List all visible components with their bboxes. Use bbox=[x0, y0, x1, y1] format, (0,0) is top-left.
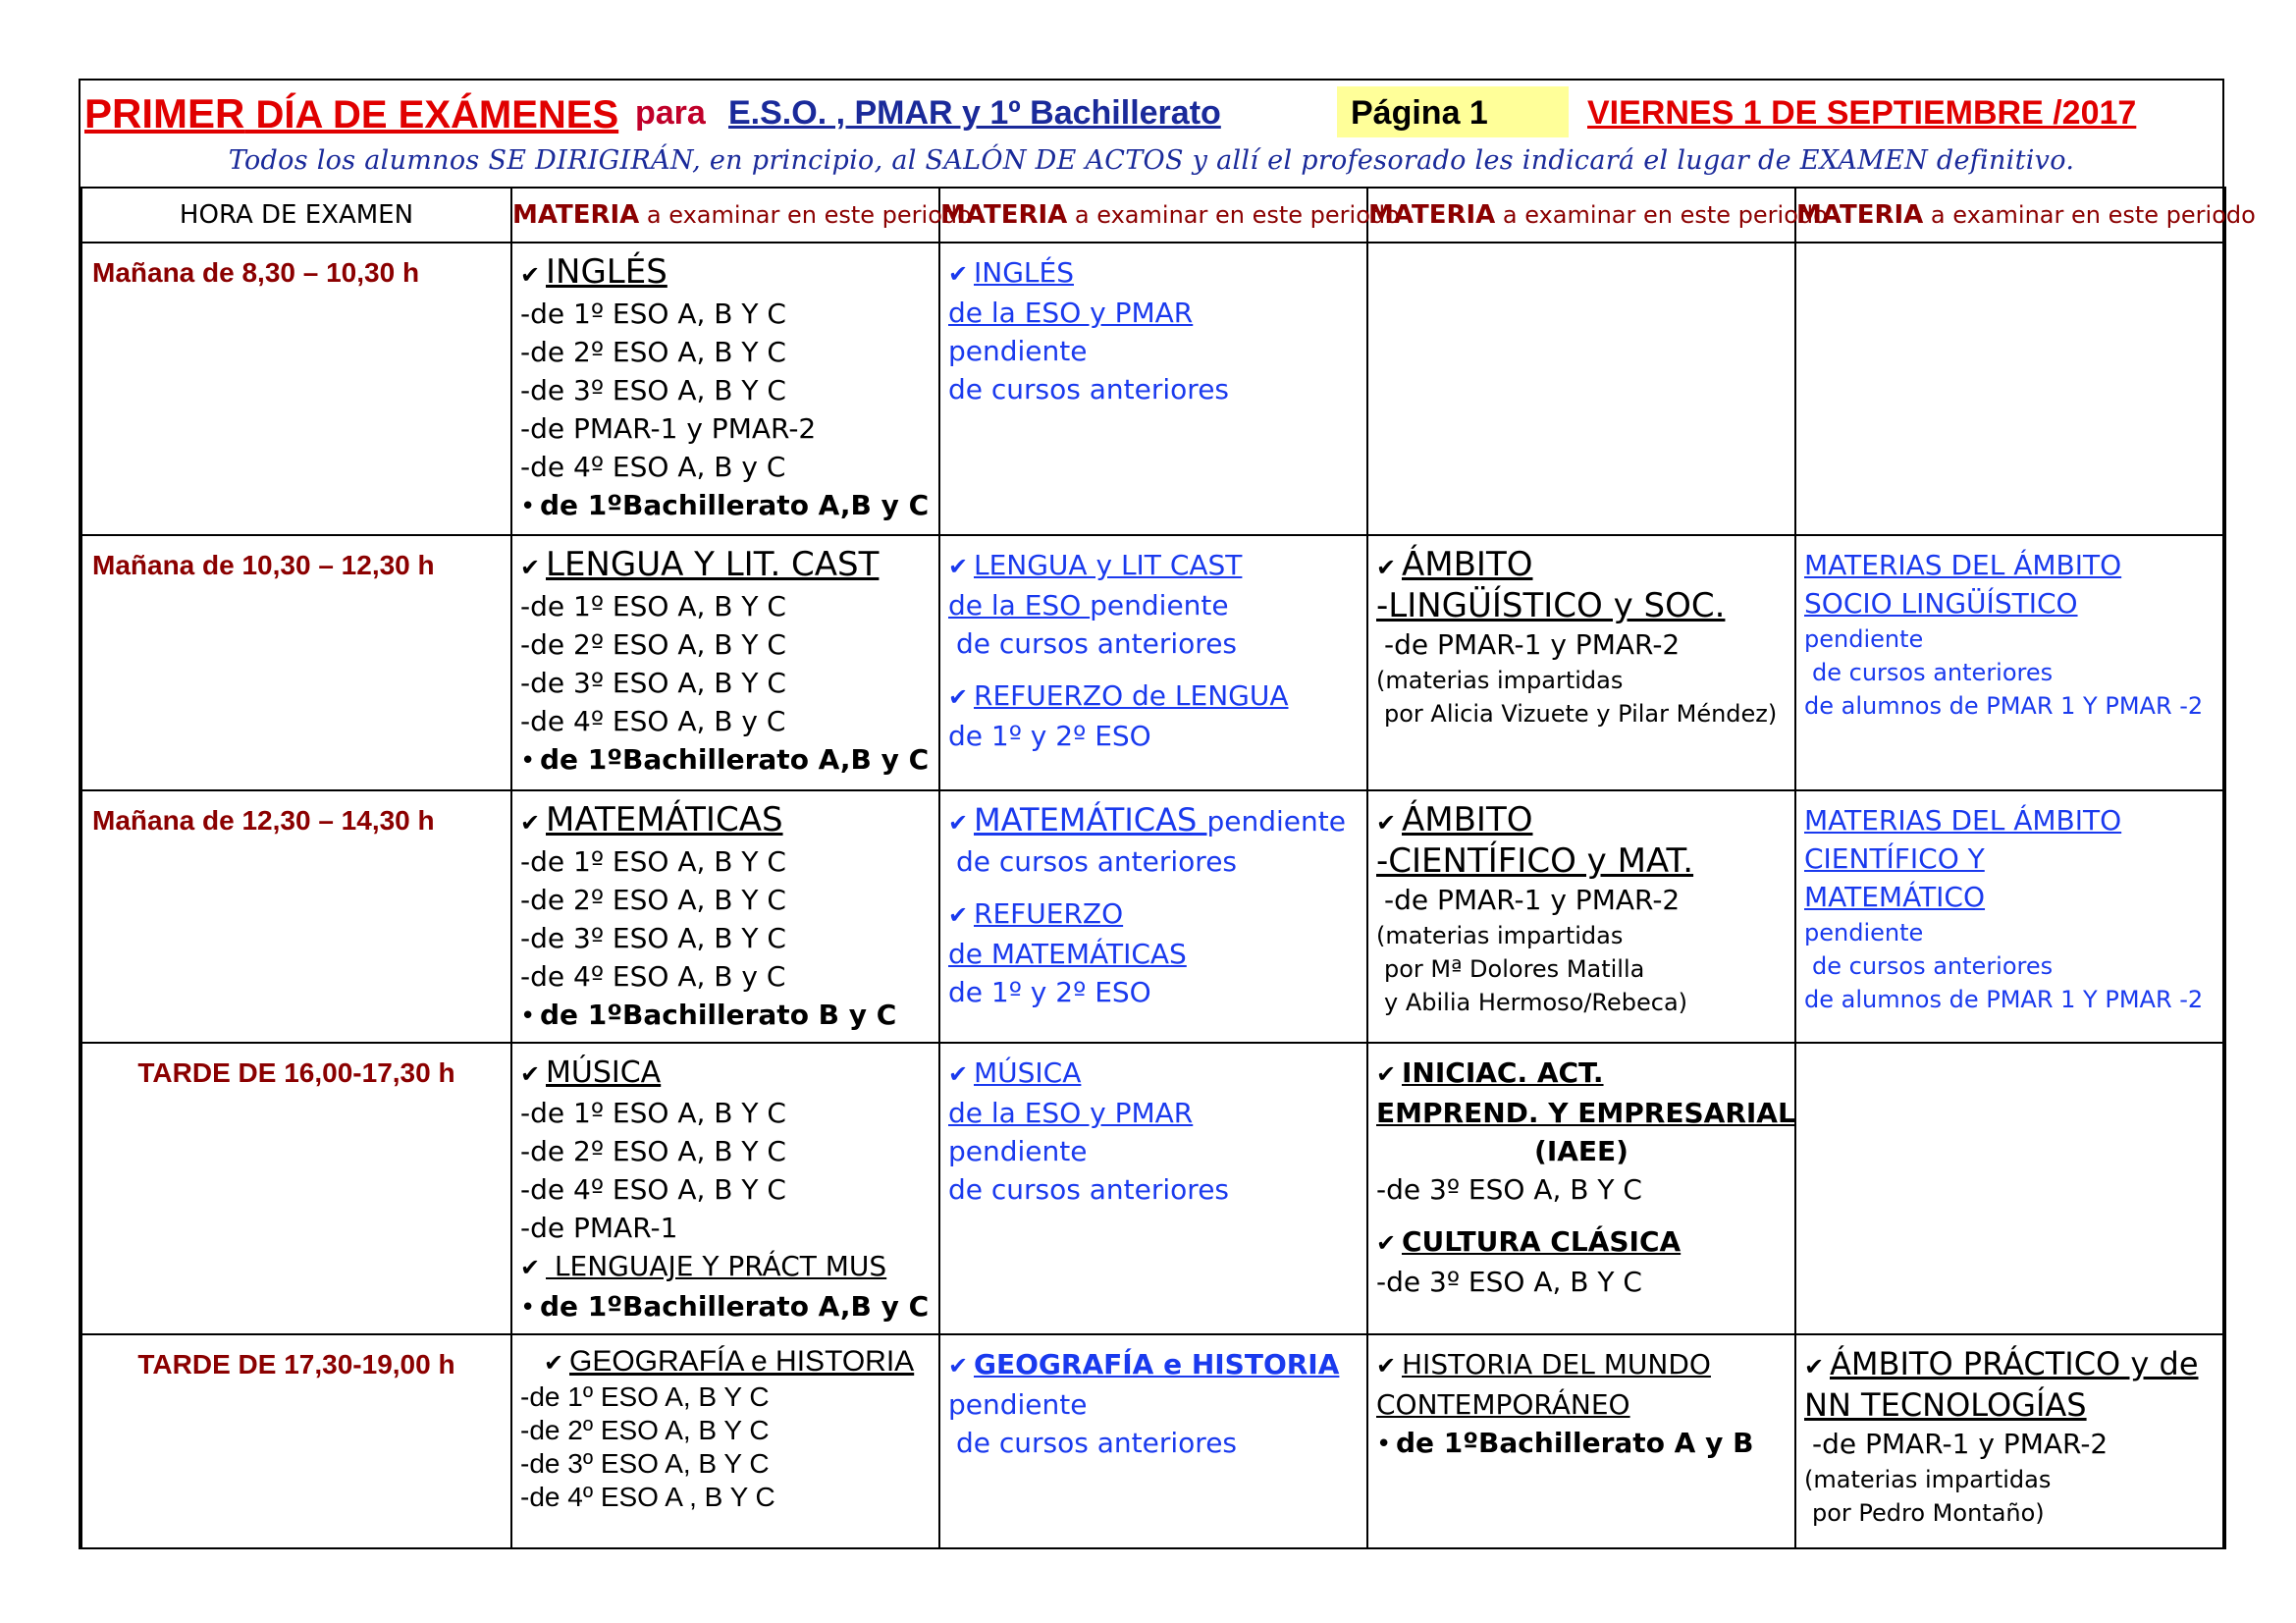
subject-title: CIENTÍFICO Y bbox=[1804, 842, 1985, 875]
teacher-note: y Abilia Hermoso/Rebeca) bbox=[1384, 989, 1688, 1016]
column-header-materia-rest: a examinar en este periodo bbox=[1495, 201, 1828, 229]
subject-title: -LINGÜÍSTICO y SOC. bbox=[1376, 586, 1726, 625]
group-line: de la ESO y PMAR bbox=[948, 297, 1194, 329]
check-icon: ✔ bbox=[520, 1060, 541, 1088]
check-icon: ✔ bbox=[520, 1254, 541, 1281]
check-icon: ✔ bbox=[948, 901, 969, 929]
bachillerato-line: de 1ºBachillerato A,B y C bbox=[540, 743, 930, 776]
subject-cell bbox=[939, 790, 1367, 1043]
group-line: -de PMAR-1 y PMAR-2 bbox=[520, 412, 817, 445]
check-icon: ✔ bbox=[1804, 1353, 1825, 1380]
subject-cell bbox=[939, 535, 1367, 790]
group-line: -de 1º ESO A, B Y C bbox=[520, 590, 786, 622]
subject-title: INICIAC. ACT. bbox=[1402, 1056, 1604, 1089]
check-icon: ✔ bbox=[948, 1352, 969, 1380]
group-line: -de PMAR-1 y PMAR-2 bbox=[1384, 628, 1681, 661]
group-line: -de 4º ESO A , B Y C bbox=[520, 1482, 775, 1512]
group-line: -de PMAR-1 y PMAR-2 bbox=[1384, 884, 1681, 916]
check-icon: ✔ bbox=[1376, 1060, 1397, 1088]
subject-title: INGLÉS bbox=[974, 256, 1074, 289]
group-line: -de 4º ESO A, B y C bbox=[520, 705, 786, 737]
check-icon: ✔ bbox=[1376, 554, 1397, 581]
subject-cell bbox=[1367, 1334, 1795, 1548]
group-line: -de PMAR-1 bbox=[520, 1212, 678, 1244]
subject-title: GEOGRAFÍA e HISTORIA bbox=[569, 1345, 915, 1378]
subject-title: de MATEMÁTICAS bbox=[948, 938, 1187, 970]
pending-line: pendiente bbox=[1804, 625, 1924, 653]
bullet-icon: • bbox=[520, 492, 536, 521]
subject-title: -CIENTÍFICO y MAT. bbox=[1376, 841, 1694, 881]
group-line: -de 1º ESO A, B Y C bbox=[520, 1381, 770, 1412]
time-slot: TARDE DE 16,00-17,30 h bbox=[137, 1057, 455, 1088]
pending-line: de cursos anteriores bbox=[956, 845, 1238, 878]
group-line: -de 3º ESO A, B Y C bbox=[1376, 1266, 1642, 1298]
column-header-materia-word: MATERIA bbox=[1368, 200, 1496, 230]
check-icon: ✔ bbox=[948, 809, 969, 837]
time-slot: Mañana de 10,30 – 12,30 h bbox=[92, 550, 435, 580]
group-line: -de PMAR-1 y PMAR-2 bbox=[1812, 1428, 2109, 1460]
table-row bbox=[81, 790, 2225, 1043]
group-line: -de 1º ESO A, B Y C bbox=[520, 1097, 786, 1129]
subject-title: MÚSICA bbox=[974, 1056, 1082, 1089]
pending-line: de cursos anteriores bbox=[948, 373, 1230, 406]
subject-title: ÁMBITO bbox=[1402, 800, 1533, 839]
time-slot-cell bbox=[81, 535, 511, 790]
title-levels: E.S.O. , PMAR y 1º Bachillerato bbox=[728, 94, 1221, 132]
subject-title: HISTORIA DEL MUNDO bbox=[1402, 1348, 1711, 1380]
column-header-materia bbox=[511, 188, 972, 243]
check-icon: ✔ bbox=[948, 260, 969, 288]
teacher-note: (materias impartidas bbox=[1804, 1466, 2052, 1493]
pending-line: pendiente bbox=[1206, 805, 1346, 838]
page-number-badge: Página 1 bbox=[1337, 86, 1569, 137]
group-line: -de 4º ESO A, B Y C bbox=[520, 1173, 786, 1206]
subject-title: LENGUAJE Y PRÁCT MUS bbox=[546, 1250, 887, 1282]
group-line: -de 2º ESO A, B Y C bbox=[520, 336, 786, 368]
group-line: -de 2º ESO A, B Y C bbox=[520, 884, 786, 916]
group-line: de 1º y 2º ESO bbox=[948, 720, 1151, 752]
subject-title: GEOGRAFÍA e HISTORIA bbox=[974, 1348, 1340, 1380]
teacher-note: (materias impartidas bbox=[1376, 667, 1624, 694]
column-header-materia bbox=[1795, 188, 2256, 243]
pending-line: de alumnos de PMAR 1 Y PMAR -2 bbox=[1804, 692, 2204, 720]
subject-title: MATEMÁTICAS bbox=[546, 800, 783, 839]
check-icon: ✔ bbox=[948, 1060, 969, 1088]
bachillerato-line: de 1ºBachillerato B y C bbox=[540, 999, 897, 1031]
check-icon: ✔ bbox=[520, 261, 541, 289]
table-row bbox=[81, 535, 2225, 790]
check-icon: ✔ bbox=[948, 683, 969, 711]
title-primer-word: PRIMER bbox=[84, 90, 245, 136]
subject-cell bbox=[1795, 1334, 2225, 1548]
time-slot-cell bbox=[81, 790, 511, 1043]
empty-cell bbox=[1795, 1043, 2225, 1334]
bachillerato-line: de 1ºBachillerato A,B y C bbox=[540, 489, 930, 521]
check-icon: ✔ bbox=[1376, 809, 1397, 837]
subject-title: MÚSICA bbox=[546, 1055, 662, 1090]
group-line: de la ESO y PMAR bbox=[948, 1097, 1194, 1129]
group-line: -de 4º ESO A, B y C bbox=[520, 960, 786, 993]
group-line: -de 3º ESO A, B Y C bbox=[520, 1448, 770, 1479]
group-line: -de 3º ESO A, B Y C bbox=[520, 374, 786, 406]
time-slot-cell bbox=[81, 1334, 511, 1548]
group-line: -de 3º ESO A, B Y C bbox=[1376, 1173, 1642, 1206]
subject-cell bbox=[1367, 790, 1795, 1043]
empty-cell bbox=[1795, 243, 2225, 535]
column-header-hora: HORA DE EXAMEN bbox=[81, 188, 511, 243]
bullet-icon: • bbox=[520, 1293, 536, 1323]
table-row bbox=[81, 1043, 2225, 1334]
check-icon: ✔ bbox=[520, 809, 541, 837]
subject-title: REFUERZO de LENGUA bbox=[974, 679, 1289, 712]
pending-line: de cursos anteriores bbox=[956, 1427, 1238, 1459]
check-icon: ✔ bbox=[1376, 1229, 1397, 1257]
subject-title: ÁMBITO bbox=[1402, 545, 1533, 584]
subject-title: MATEMÁTICO bbox=[1804, 881, 1986, 913]
bullet-icon: • bbox=[1376, 1430, 1392, 1459]
group-line: -de 3º ESO A, B Y C bbox=[520, 667, 786, 699]
subject-cell bbox=[511, 535, 939, 790]
time-slot-cell bbox=[81, 1043, 511, 1334]
subject-title: NN TECNOLOGÍAS bbox=[1804, 1386, 2087, 1424]
group-line: -de 1º ESO A, B Y C bbox=[520, 298, 786, 330]
subject-title: MATEMÁTICAS bbox=[974, 801, 1207, 839]
check-icon: ✔ bbox=[1376, 1352, 1397, 1380]
exam-schedule-page bbox=[79, 79, 2256, 1549]
group-line: -de 2º ESO A, B Y C bbox=[520, 1135, 786, 1167]
exam-date: VIERNES 1 DE SEPTIEMBRE /2017 bbox=[1587, 94, 2137, 132]
check-icon: ✔ bbox=[520, 554, 541, 581]
subject-cell bbox=[1367, 1043, 1795, 1334]
bachillerato-line: de 1ºBachillerato A y B bbox=[1396, 1427, 1754, 1459]
subject-title: ÁMBITO PRÁCTICO y de bbox=[1830, 1345, 2199, 1382]
subject-cell bbox=[511, 1334, 939, 1548]
subject-cell bbox=[511, 243, 939, 535]
bachillerato-line: de 1ºBachillerato A,B y C bbox=[540, 1290, 930, 1323]
teacher-note: por Alicia Vizuete y Pilar Méndez) bbox=[1384, 700, 1778, 728]
time-slot: TARDE DE 17,30-19,00 h bbox=[137, 1349, 455, 1380]
subject-title: LENGUA y LIT CAST bbox=[974, 549, 1243, 581]
group-line: -de 2º ESO A, B Y C bbox=[520, 1415, 770, 1445]
time-slot-cell bbox=[81, 243, 511, 535]
group-line: de 1º y 2º ESO bbox=[948, 976, 1151, 1008]
instructions-note: Todos los alumnos SE DIRIGIRÁN, en principio, al SALÓN DE ACTOS y allí el profesorado les indicará el lugar de EXAMEN definitivo. bbox=[228, 145, 2075, 176]
subject-title: (IAEE) bbox=[1534, 1135, 1629, 1167]
column-header-materia-rest: a examinar en este periodo bbox=[1067, 201, 1400, 229]
subject-title: REFUERZO bbox=[974, 897, 1124, 930]
group-line: de la ESO bbox=[948, 589, 1091, 622]
teacher-note: por Pedro Montaño) bbox=[1812, 1499, 2045, 1527]
page-header bbox=[80, 81, 2222, 187]
schedule-table bbox=[80, 187, 2256, 1549]
time-slot: Mañana de 12,30 – 14,30 h bbox=[92, 805, 435, 836]
subject-cell bbox=[1795, 790, 2225, 1043]
column-header-materia-word: MATERIA bbox=[940, 200, 1068, 230]
teacher-note: (materias impartidas bbox=[1376, 922, 1624, 949]
group-line: -de 1º ESO A, B Y C bbox=[520, 845, 786, 878]
subject-cell bbox=[511, 790, 939, 1043]
table-header-row bbox=[81, 188, 2225, 243]
subject-title: MATERIAS DEL ÁMBITO bbox=[1804, 549, 2122, 581]
subject-cell bbox=[939, 1043, 1367, 1334]
column-header-materia-word: MATERIA bbox=[512, 200, 640, 230]
table-row bbox=[81, 1334, 2225, 1548]
title-primer-rest: DÍA DE EXÁMENES bbox=[244, 93, 619, 136]
table-row bbox=[81, 243, 2225, 535]
title-primer bbox=[84, 90, 618, 137]
subject-title: SOCIO LINGÜÍSTICO bbox=[1804, 587, 2078, 620]
subject-title: INGLÉS bbox=[546, 252, 667, 292]
subject-cell bbox=[511, 1043, 939, 1334]
bullet-icon: • bbox=[520, 746, 536, 776]
check-icon: ✔ bbox=[544, 1350, 564, 1377]
empty-cell bbox=[1367, 243, 1795, 535]
check-icon: ✔ bbox=[948, 553, 969, 580]
group-line: -de 4º ESO A, B y C bbox=[520, 451, 786, 483]
column-header-materia-rest: a examinar en este periodo bbox=[1923, 201, 2256, 229]
pending-line: pendiente bbox=[948, 335, 1088, 367]
pending-line: pendiente bbox=[1090, 589, 1229, 622]
pending-line: de cursos anteriores bbox=[956, 627, 1238, 660]
bullet-icon: • bbox=[520, 1001, 536, 1031]
pending-line: pendiente bbox=[1804, 919, 1924, 947]
subject-cell bbox=[939, 243, 1367, 535]
subject-cell bbox=[1795, 535, 2225, 790]
pending-line: pendiente bbox=[948, 1388, 1088, 1421]
pending-line: de cursos anteriores bbox=[1812, 659, 2054, 686]
subject-title: MATERIAS DEL ÁMBITO bbox=[1804, 804, 2122, 837]
subject-title: EMPREND. Y EMPRESARIAL bbox=[1376, 1097, 1795, 1129]
time-slot: Mañana de 8,30 – 10,30 h bbox=[92, 257, 420, 288]
subject-cell bbox=[1367, 535, 1795, 790]
column-header-materia bbox=[1367, 188, 1828, 243]
pending-line: de alumnos de PMAR 1 Y PMAR -2 bbox=[1804, 986, 2204, 1013]
group-line: -de 2º ESO A, B Y C bbox=[520, 628, 786, 661]
subject-title: CONTEMPORÁNEO bbox=[1376, 1388, 1630, 1421]
teacher-note: por Mª Dolores Matilla bbox=[1384, 955, 1645, 983]
group-line: -de 3º ESO A, B Y C bbox=[520, 922, 786, 954]
subject-title: LENGUA Y LIT. CAST bbox=[546, 545, 880, 584]
column-header-materia-rest: a examinar en este periodo bbox=[639, 201, 972, 229]
pending-line: pendiente bbox=[948, 1135, 1088, 1167]
column-header-materia-word: MATERIA bbox=[1796, 200, 1924, 230]
title-para: para bbox=[635, 94, 706, 132]
pending-line: de cursos anteriores bbox=[1812, 952, 2054, 980]
column-header-materia bbox=[939, 188, 1400, 243]
subject-cell bbox=[939, 1334, 1367, 1548]
pending-line: de cursos anteriores bbox=[948, 1173, 1230, 1206]
subject-title: CULTURA CLÁSICA bbox=[1402, 1225, 1682, 1258]
